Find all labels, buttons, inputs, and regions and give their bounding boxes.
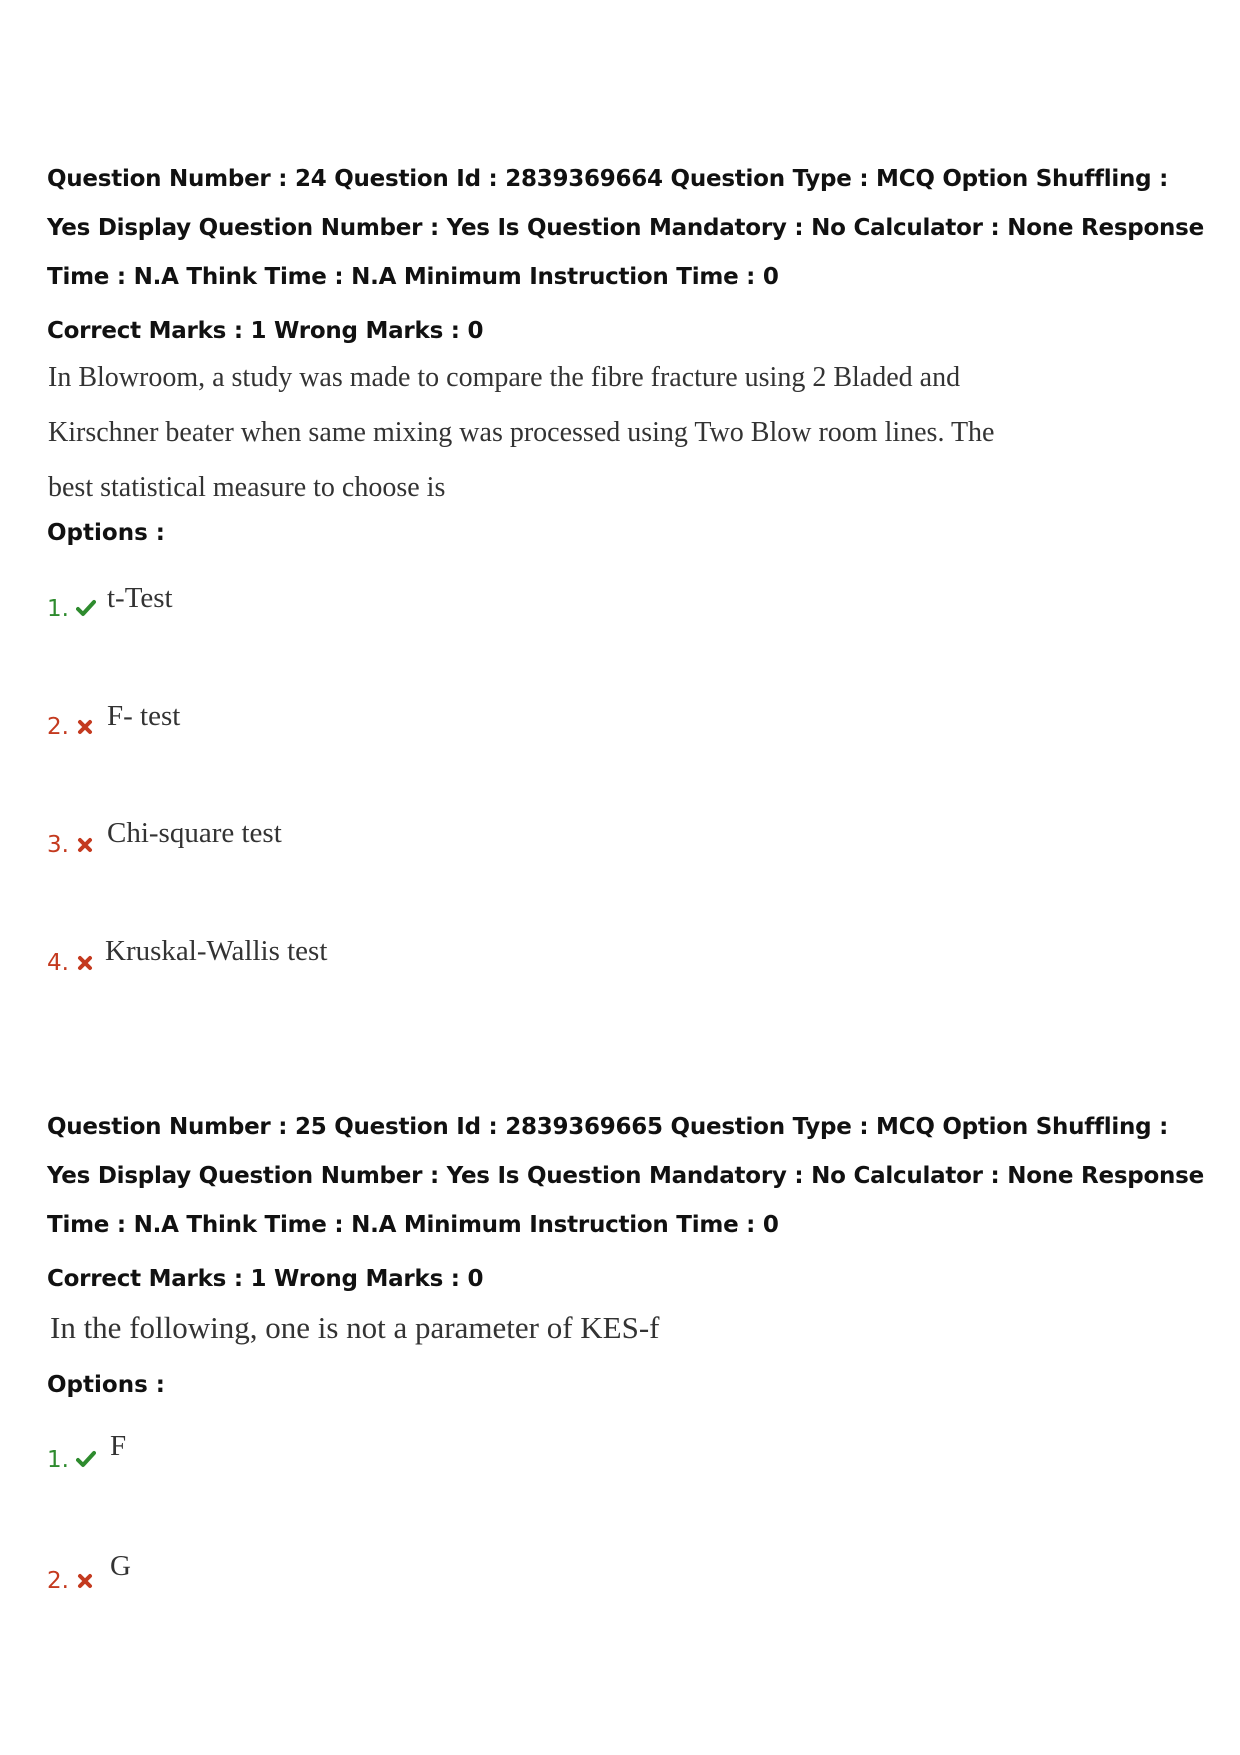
option-text: Kruskal-Wallis test	[105, 935, 328, 967]
question-marks: Correct Marks : 1 Wrong Marks : 0	[47, 318, 484, 344]
cross-icon	[77, 719, 93, 735]
question-text-line: In the following, one is not a parameter of KES-f	[50, 1310, 660, 1345]
option-number: 1.	[47, 1447, 69, 1473]
cross-icon	[77, 837, 93, 853]
option-number: 2.	[47, 714, 69, 740]
option-text: F- test	[107, 700, 181, 732]
question-marks: Correct Marks : 1 Wrong Marks : 0	[47, 1266, 484, 1292]
option-number: 1.	[47, 596, 69, 622]
cross-icon	[77, 1573, 93, 1589]
option-text: F	[110, 1430, 127, 1462]
option-text: G	[110, 1550, 131, 1582]
option-text: t-Test	[107, 582, 173, 614]
question-text-line: best statistical measure to choose is	[48, 472, 446, 503]
option-number: 3.	[47, 832, 69, 858]
question-text-line: In Blowroom, a study was made to compare the fibre fracture using 2 Bladed and	[48, 362, 961, 393]
check-icon	[76, 1449, 96, 1469]
option-number: 4.	[47, 950, 69, 976]
option-text: Chi-square test	[107, 817, 282, 849]
options-label: Options :	[47, 520, 165, 546]
question-meta: Question Number : 24 Question Id : 2839369664 Question Type : MCQ Option Shuffling : Yes Display Question Number : Yes Is Question Mandatory : No Calculator : None Response Time : N.A Think Time : N.A Minimum Instruction Time : 0	[47, 166, 1204, 290]
option-number: 2.	[47, 1568, 69, 1594]
cross-icon	[77, 955, 93, 971]
question-text-line: Kirschner beater when same mixing was processed using Two Blow room lines. The	[48, 417, 995, 448]
options-label: Options :	[47, 1372, 165, 1398]
check-icon	[76, 598, 96, 618]
question-meta: Question Number : 25 Question Id : 2839369665 Question Type : MCQ Option Shuffling : Yes Display Question Number : Yes Is Question Mandatory : No Calculator : None Response Time : N.A Think Time : N.A Minimum Instruction Time : 0	[47, 1114, 1204, 1238]
